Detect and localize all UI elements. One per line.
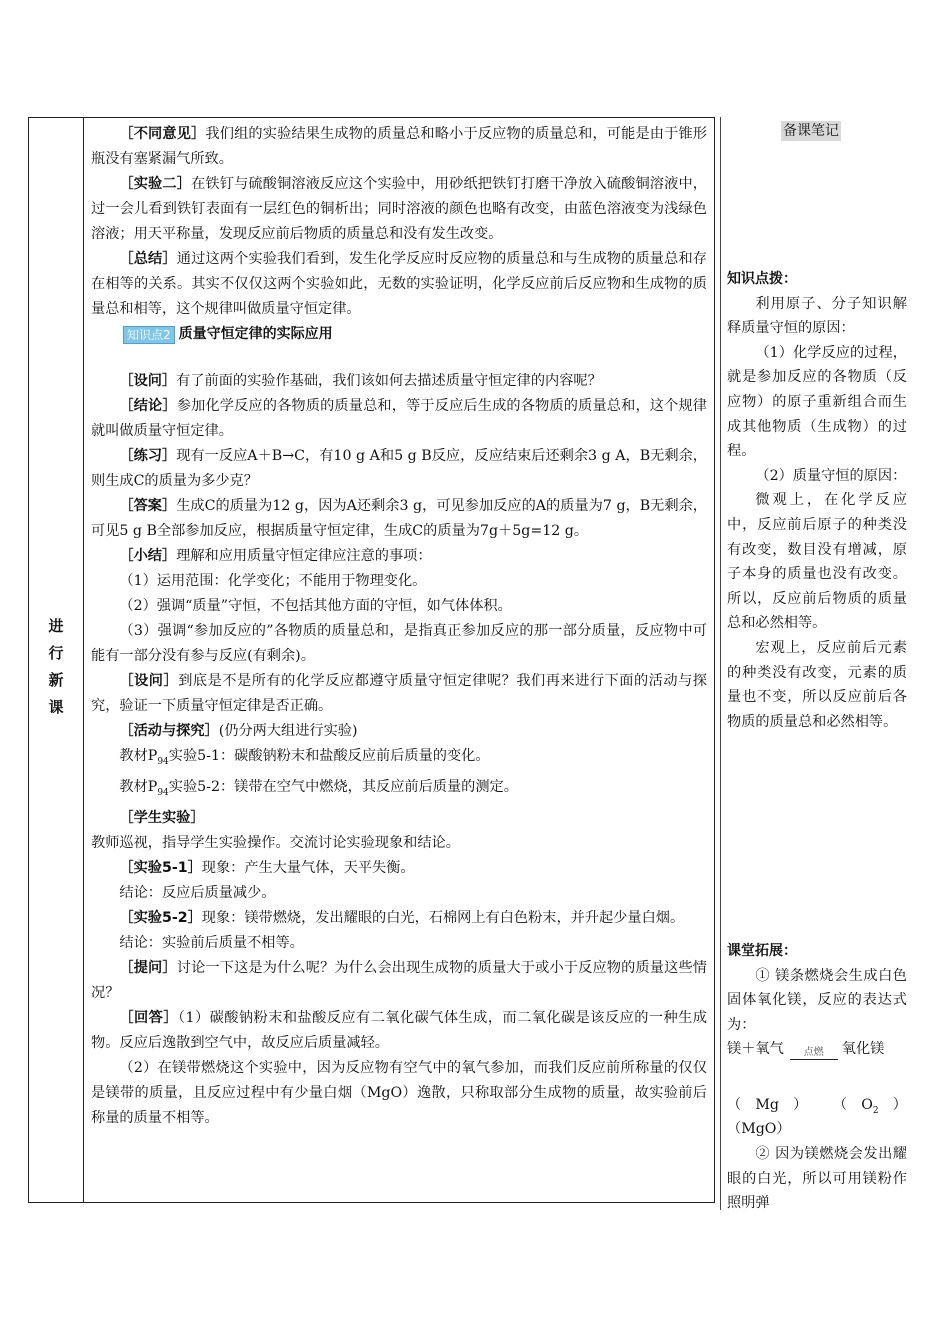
formula-o2: （ $O_2$ ） <box>832 1097 907 1117</box>
knowledge-point-heading <box>91 322 707 347</box>
knowledge-tip-text: （1）化学反应的过程，就是参加反应的各物质（反应物）的原子重新组合而生成其他物质（生成物）的过程。 <box>727 344 907 460</box>
paragraph-student-experiment: ［学生实验］ <box>119 809 205 826</box>
section-label-char: 行 <box>48 644 64 662</box>
class-extension <box>727 939 907 1216</box>
reaction-condition: 点燃 <box>790 1047 838 1060</box>
reaction-equation <box>727 1037 907 1067</box>
paragraph-ask: ［提问］讨论一下这是为什么呢？为什么会出现生成物的质量大于或小于反应物的质量这些情况？ <box>91 959 707 1001</box>
paragraph-conclusion: ［结论］参加化学反应的各物质的质量总和，等于反应后生成的各物质的质量总和，这个规律就叫做质量守恒定律。 <box>91 398 707 439</box>
section-label <box>29 613 83 721</box>
paragraph-teacher-guidance: 教师巡视，指导学生实验操作。交流讨论实验现象和结论。 <box>91 834 460 851</box>
paragraph-experiment-5-2: ［实验5-2］现象：镁带燃烧，发出耀眼的白光，石棉网上有白色粉末，并升起少量白烟。 <box>119 909 685 926</box>
knowledge-tip-heading: 知识点拨： <box>727 271 797 287</box>
knowledge-point-title: 质量守恒定律的实际应用 <box>178 326 333 342</box>
equation-product: 氧化镁 <box>841 1041 885 1058</box>
paragraph-reply-2: （2）在镁带燃烧这个实验中，因为反应物有空气中的氧气参加，而我们反应前所称量的仅仅是镁带的质量，且反应过程中有少量白烟（MgO）逸散，只称取部分生成物的质量，故实验前后称量的质量不相等。 <box>91 1059 707 1126</box>
paragraph-textbook-5-2: 教材$P_{94}$实验5-2：镁带在空气中燃烧，其反应前后质量的测定。 <box>119 778 518 798</box>
knowledge-tip <box>727 267 907 734</box>
summary-point-2: （2）强调“质量”守恒，不包括其他方面的守恒，如气体体积。 <box>119 598 512 614</box>
summary-point-1: （1）运用范围：化学变化；不能用于物理变化。 <box>119 573 427 589</box>
class-extension-text: ① 镁条燃烧会生成白色固体氧化镁，反应的表达式为： <box>727 967 907 1033</box>
chemical-formulas <box>727 1093 907 1117</box>
class-extension-text: ② 因为镁燃烧会发出耀眼的白光，所以可用镁粉作照明弹 <box>727 1145 907 1212</box>
equation-reactants: 镁＋氧气 <box>727 1041 784 1058</box>
paragraph-exercise: ［练习］现有一反应A＋B→C，有10 g A和5 g B反应，反应结束后还剩余3 g A，B无剩余，则生成C的质量为多少克？ <box>91 448 707 489</box>
paragraph-brief-summary: ［小结］理解和应用质量守恒定律应注意的事项： <box>119 548 432 564</box>
lesson-table <box>28 117 715 1203</box>
paragraph-reply-1: ［回答］（1）碳酸钠粉末和盐酸反应有二氧化碳气体生成，而二氧化碳是该反应的一种生成物。反应后逸散到空气中，故反应后质量减轻。 <box>91 1009 707 1051</box>
notes-column <box>720 117 911 1210</box>
formula-mgo: （MgO） <box>727 1121 791 1138</box>
notes-label: 备课笔记 <box>783 123 839 139</box>
knowledge-tip-text: 宏观上，反应前后元素的种类没有改变，元素的质量也不变，所以反应前后各物质的质量总和必然相等。 <box>727 639 907 730</box>
paragraph-summary: ［总结］通过这两个实验我们看到，发生化学反应时反应物的质量总和与生成物的质量总和存在相等的关系。其实不仅仅这两个实验如此，无数的实验证明，化学反应前后反应物和生成物的质量总和相等，这个规律叫做质量守恒定律。 <box>91 251 707 317</box>
formula-mg: （ Mg ） <box>727 1097 808 1114</box>
paragraph-question: ［设问］有了前面的实验作基础，我们该如何去描述质量守恒定律的内容呢？ <box>119 373 602 389</box>
knowledge-tip-text: 微观上，在化学反应中，反应前后原子的种类没有改变，数目没有增减，原子本身的质量也没有改变。所以，反应前后物质的质量总和必然相等。 <box>727 492 907 632</box>
summary-point-3: （3）强调“参加反应的”各物质的质量总和，是指真正参加反应的那一部分质量，反应物中可能有一部分没有参与反应(有剩余)。 <box>91 623 707 664</box>
section-label-char: 课 <box>48 698 64 716</box>
paragraph-experiment-two: ［实验二］在铁钉与硫酸铜溶液反应这个实验中，用砂纸把铁钉打磨干净放入硫酸铜溶液中，过一会儿看到铁钉表面有一层红色的铜析出；同时溶液的颜色也略有改变，由蓝色溶液变为浅绿色溶液；用天平称量，发现反应前后物质的质量总和没有发生改变。 <box>91 176 707 242</box>
knowledge-tip-text: 利用原子、分子知识解释质量守恒的原因： <box>727 295 907 337</box>
section-label-char: 进 <box>48 617 64 635</box>
paragraph-answer: ［答案］生成C的质量为12 g，因为A还剩余3 g，可见参加反应的A的质量为7 g，B无剩余，可见5 g B全部参加反应，根据质量守恒定律，生成C的质量为7g＋5g=12 g。 <box>91 498 707 539</box>
section-column <box>29 118 84 1202</box>
paragraph-disagreement: ［不同意见］我们组的实验结果生成物的质量总和略小于反应物的质量总和，可能是由于锥形瓶没有塞紧漏气所致。 <box>91 126 707 167</box>
class-extension-heading: 课堂拓展： <box>727 943 797 959</box>
section-label-char: 新 <box>48 671 64 689</box>
paragraph-question-2: ［设问］到底是不是所有的化学反应都遵守质量守恒定律呢？我们再来进行下面的活动与探究，验证一下质量守恒定律是否正确。 <box>91 673 707 714</box>
knowledge-tip-text: （2）质量守恒的原因： <box>755 467 907 484</box>
lesson-content <box>91 122 707 1131</box>
paragraph-result-5-2: 结论：实验前后质量不相等。 <box>119 934 304 951</box>
paragraph-experiment-5-1: ［实验5-1］现象：产生大量气体，天平失衡。 <box>119 859 415 876</box>
paragraph-activity: ［活动与探究］(仍分两大组进行实验) <box>119 723 358 739</box>
paragraph-textbook-5-1: 教材$P_{94}$实验5-1：碳酸钠粉末和盐酸反应前后质量的变化。 <box>119 748 490 767</box>
knowledge-point-badge: 知识点2 <box>123 326 175 344</box>
paragraph-result-5-1: 结论：反应后质量减少。 <box>119 884 276 901</box>
